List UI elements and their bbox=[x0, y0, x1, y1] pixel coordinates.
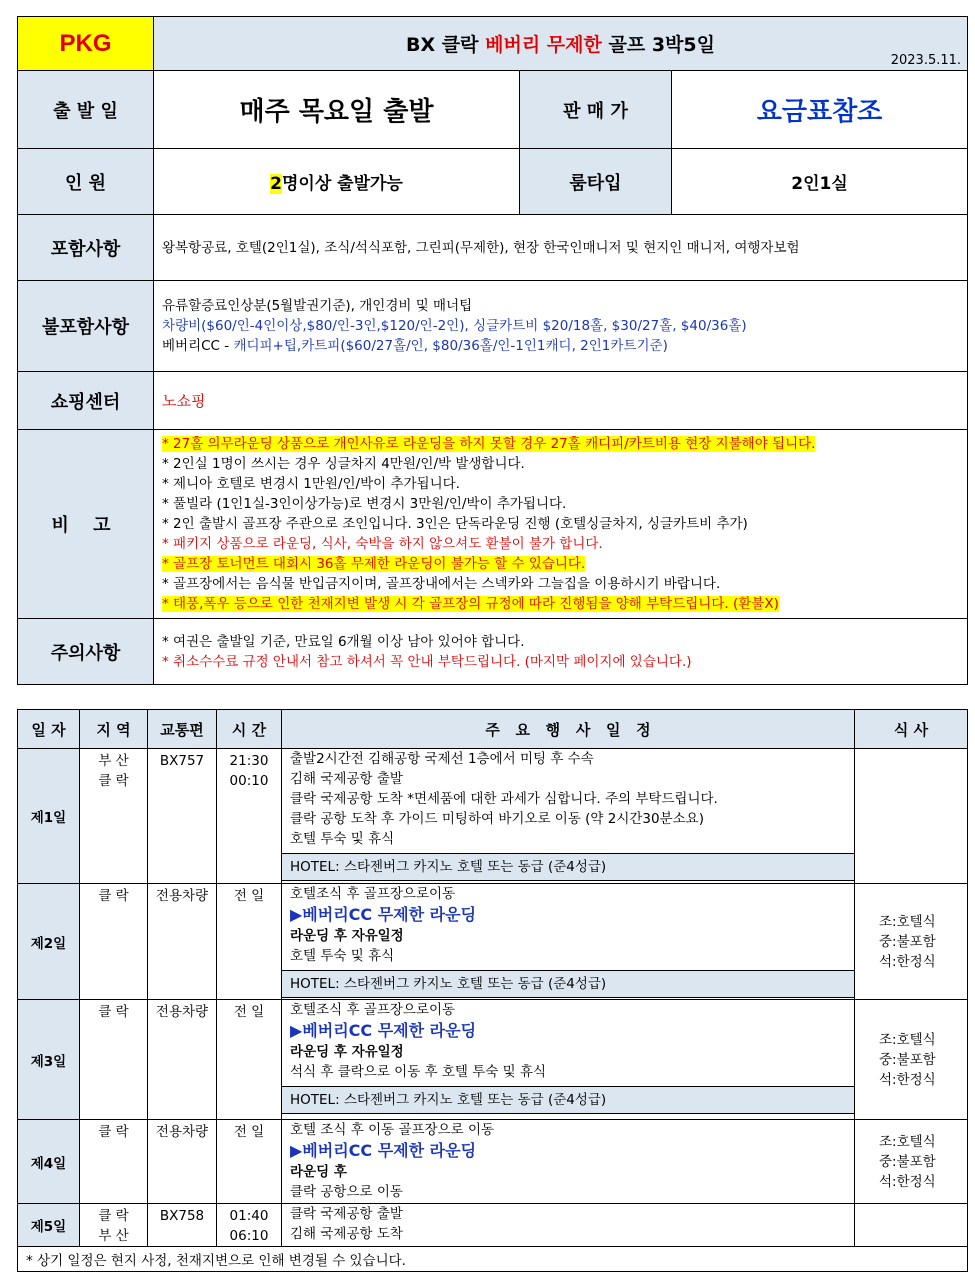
remark-item bbox=[162, 474, 959, 494]
remark-text: * 태풍,폭우 등으로 인한 천재지변 발생 시 각 골프장의 규정에 따라 진행됨을 양해 부탁드립니다. (환불X) bbox=[162, 596, 779, 612]
remark-text: * 골프장 토너먼트 대회시 36홀 무제한 라운딩이 불가능 할 수 있습니다. bbox=[162, 556, 586, 572]
remark-item bbox=[162, 574, 959, 594]
meal-line: 조:호텔식 bbox=[879, 1133, 936, 1150]
shop-label: 쇼핑센터 bbox=[18, 372, 154, 430]
schedule-line: 클락 국제공항 출발 bbox=[290, 1206, 403, 1222]
region-cell-line: 클 락 bbox=[98, 1208, 129, 1224]
exclude-value bbox=[154, 281, 968, 372]
remark-text: * 풀빌라 (1인1실-3인이상가능)로 변경시 3만원/인/박이 추가됩니다. bbox=[162, 496, 567, 512]
time-cell-line: 06:10 bbox=[229, 1228, 269, 1244]
meal-cell bbox=[855, 884, 968, 1000]
schedule-line: 호텔조식 후 골프장으로이동 bbox=[290, 886, 456, 902]
remarks-label: 비 고 bbox=[18, 430, 154, 619]
day-col-header: 일 자 bbox=[18, 710, 80, 749]
meal-line: 중:불포함 bbox=[879, 1051, 936, 1068]
schedule-line: 라운딩 후 자유일정 bbox=[290, 928, 404, 944]
title-highlight: 베버리 무제한 bbox=[485, 34, 602, 56]
time-cell bbox=[217, 1204, 282, 1247]
caution-line-2: * 취소수수료 규정 안내서 참고 하셔서 꼭 안내 부탁드립니다. (마지막 페이지에 있습니다.) bbox=[162, 653, 692, 670]
time-cell-line: 전 일 bbox=[233, 1004, 265, 1020]
page-title bbox=[154, 17, 968, 71]
remark-item bbox=[162, 494, 959, 514]
transport-cell bbox=[148, 749, 217, 884]
meal-line: 중:불포함 bbox=[879, 1153, 936, 1170]
day-label: 제5일 bbox=[18, 1204, 80, 1247]
meal-cell bbox=[855, 1000, 968, 1120]
price-label: 판 매 가 bbox=[520, 71, 672, 149]
schedule-cell bbox=[282, 1000, 855, 1120]
transport-cell-line: 전용차량 bbox=[155, 1004, 209, 1020]
meal-cell bbox=[855, 749, 968, 884]
people-number: 2 bbox=[270, 174, 282, 194]
schedule-line: 라운딩 후 자유일정 bbox=[290, 1044, 404, 1060]
schedule-line: 호텔조식 후 골프장으로이동 bbox=[290, 1002, 456, 1018]
region-cell-line: 클 락 bbox=[98, 888, 129, 904]
remarks-list bbox=[154, 430, 968, 619]
region-cell-line: 클 락 bbox=[98, 1124, 129, 1140]
title-prefix: BX 클락 bbox=[406, 34, 486, 56]
exclude-line-3-prefix: 베버리CC - bbox=[162, 338, 234, 354]
itinerary-header-row bbox=[18, 710, 968, 749]
meal-line: 중:불포함 bbox=[879, 933, 936, 950]
schedule-line: ▶베버리CC 무제한 라운딩 bbox=[290, 1141, 477, 1160]
people-value bbox=[154, 149, 520, 215]
people-text: 명이상 출발가능 bbox=[281, 174, 403, 194]
schedule-line: ▶베버리CC 무제한 라운딩 bbox=[290, 905, 477, 924]
region-col-header: 지 역 bbox=[80, 710, 148, 749]
time-col-header: 시 간 bbox=[217, 710, 282, 749]
time-cell-line: 21:30 bbox=[229, 753, 269, 769]
meal-col-header: 식 사 bbox=[855, 710, 968, 749]
region-cell bbox=[80, 749, 148, 884]
schedule-line: 라운딩 후 bbox=[290, 1164, 347, 1180]
transport-cell-line: BX758 bbox=[159, 1208, 205, 1224]
hotel-info: HOTEL: 스타젠버그 카지노 호텔 또는 동급 (준4성급) bbox=[282, 1086, 854, 1114]
region-cell bbox=[80, 1000, 148, 1120]
document-date: 2023.5.11. bbox=[890, 53, 962, 68]
day-label: 제4일 bbox=[18, 1120, 80, 1204]
shop-value: 노쇼핑 bbox=[154, 372, 968, 430]
exclude-label: 불포함사항 bbox=[18, 281, 154, 372]
remark-text: * 27홀 의무라운딩 상품으로 개인사유로 라운딩을 하지 못할 경우 27홀 캐디피/카트비용 현장 지불해야 됩니다. bbox=[162, 436, 816, 452]
remark-item bbox=[162, 534, 959, 554]
remark-item bbox=[162, 434, 959, 454]
transport-cell-line: 전용차량 bbox=[155, 1124, 209, 1140]
remark-item bbox=[162, 454, 959, 474]
meal-line: 석:한정식 bbox=[879, 1071, 936, 1088]
caution-value bbox=[154, 619, 968, 685]
time-cell bbox=[217, 1120, 282, 1204]
remark-text: * 2인실 1명이 쓰시는 경우 싱글차지 4만원/인/박 발생합니다. bbox=[162, 456, 525, 472]
room-value: 2인1실 bbox=[672, 149, 968, 215]
schedule-line: 김해 국제공항 도착 bbox=[290, 1226, 403, 1242]
remark-text: * 2인 출발시 골프장 주관으로 조인입니다. 3인은 단독라운딩 진행 (호텔싱글차지, 싱글카트비 추가) bbox=[162, 516, 748, 532]
transport-col-header: 교통편 bbox=[148, 710, 217, 749]
schedule-line: 김해 국제공항 출발 bbox=[290, 771, 403, 787]
meal-line: 조:호텔식 bbox=[879, 913, 936, 930]
remark-item bbox=[162, 554, 959, 574]
itinerary-day-row bbox=[18, 1204, 968, 1247]
meal-line: 조:호텔식 bbox=[879, 1031, 936, 1048]
include-value: 왕복항공료, 호텔(2인1실), 조식/석식포함, 그린피(무제한), 현장 한국인매니저 및 현지인 매니저, 여행자보험 bbox=[154, 215, 968, 281]
region-cell bbox=[80, 1204, 148, 1247]
time-cell-line: 전 일 bbox=[233, 888, 265, 904]
depart-label: 출 발 일 bbox=[18, 71, 154, 149]
schedule-cell bbox=[282, 1204, 855, 1247]
exclude-line-1: 유류할증료인상분(5월발권기준), 개인경비 및 매너팁 bbox=[162, 298, 473, 314]
remark-text: * 제니아 호텔로 변경시 1만원/인/박이 추가됩니다. bbox=[162, 476, 460, 492]
meal-line: 석:한정식 bbox=[879, 953, 936, 970]
itinerary-table bbox=[17, 709, 968, 1272]
schedule-line: 출발2시간전 김해공항 국제선 1층에서 미팅 후 수속 bbox=[290, 751, 594, 767]
transport-cell bbox=[148, 1204, 217, 1247]
itinerary-day-row bbox=[18, 1120, 968, 1204]
schedule-line: 석식 후 클락으로 이동 후 호텔 투숙 및 휴식 bbox=[290, 1064, 547, 1080]
caution-line-1: * 여권은 출발일 기준, 만료일 6개월 이상 남아 있어야 합니다. bbox=[162, 633, 525, 650]
itinerary-footnote: * 상기 일정은 현지 사정, 천재지변으로 인해 변경될 수 있습니다. bbox=[18, 1247, 968, 1272]
package-info-table bbox=[17, 16, 968, 685]
exclude-line-3-detail: 캐디피+팁,카트피($60/27홀/인, $80/36홀/인-1인1캐디, 2인1카트기준) bbox=[233, 338, 668, 354]
remark-text: * 패키지 상품으로 라운딩, 식사, 숙박을 하지 않으셔도 환불이 불가 합니다. bbox=[162, 536, 603, 552]
meal-cell bbox=[855, 1120, 968, 1204]
exclude-line-2: 차량비($60/인-4인이상,$80/인-3인,$120/인-2인), 싱글카트비 $20/18홀, $30/27홀, $40/36홀) bbox=[162, 318, 747, 334]
schedule-cell bbox=[282, 884, 855, 1000]
pkg-badge: PKG bbox=[18, 17, 154, 71]
time-cell-line: 전 일 bbox=[233, 1124, 265, 1140]
time-cell bbox=[217, 884, 282, 1000]
exclude-line-3 bbox=[162, 336, 959, 356]
transport-cell-line: 전용차량 bbox=[155, 888, 209, 904]
day-label: 제1일 bbox=[18, 749, 80, 884]
region-cell-line: 클 락 bbox=[98, 773, 129, 789]
region-cell-line: 클 락 bbox=[98, 1004, 129, 1020]
people-label: 인 원 bbox=[18, 149, 154, 215]
hotel-info: HOTEL: 스타젠버그 카지노 호텔 또는 동급 (준4성급) bbox=[282, 853, 854, 881]
footnote-row bbox=[18, 1247, 968, 1272]
schedule-line: 클락 공항으로 이동 bbox=[290, 1184, 403, 1200]
day-label: 제2일 bbox=[18, 884, 80, 1000]
itinerary-day-row bbox=[18, 749, 968, 884]
schedule-cell bbox=[282, 749, 855, 884]
schedule-line: 호텔 조식 후 이동 골프장으로 이동 bbox=[290, 1122, 495, 1138]
region-cell-line: 부 산 bbox=[98, 1228, 129, 1244]
region-cell-line: 부 산 bbox=[98, 753, 129, 769]
remark-text: * 골프장에서는 음식물 반입금지이며, 골프장내에서는 스넥카와 그늘집을 이용하시기 바랍니다. bbox=[162, 576, 721, 592]
day-label: 제3일 bbox=[18, 1000, 80, 1120]
schedule-line: 호텔 투숙 및 휴식 bbox=[290, 948, 395, 964]
region-cell bbox=[80, 884, 148, 1000]
time-cell bbox=[217, 749, 282, 884]
include-label: 포함사항 bbox=[18, 215, 154, 281]
schedule-line: 클락 공항 도착 후 가이드 미팅하여 바기오로 이동 (약 2시간30분소요) bbox=[290, 811, 704, 827]
transport-cell bbox=[148, 884, 217, 1000]
meal-cell bbox=[855, 1204, 968, 1247]
price-value: 요금표참조 bbox=[672, 71, 968, 149]
schedule-col-header: 주 요 행 사 일 정 bbox=[282, 710, 855, 749]
schedule-cell bbox=[282, 1120, 855, 1204]
region-cell bbox=[80, 1120, 148, 1204]
time-cell-line: 01:40 bbox=[229, 1208, 269, 1224]
itinerary-day-row bbox=[18, 884, 968, 1000]
depart-value: 매주 목요일 출발 bbox=[154, 71, 520, 149]
time-cell-line: 00:10 bbox=[229, 773, 269, 789]
meal-line: 석:한정식 bbox=[879, 1173, 936, 1190]
transport-cell bbox=[148, 1000, 217, 1120]
hotel-info: HOTEL: 스타젠버그 카지노 호텔 또는 동급 (준4성급) bbox=[282, 970, 854, 998]
time-cell bbox=[217, 1000, 282, 1120]
schedule-line: ▶베버리CC 무제한 라운딩 bbox=[290, 1021, 477, 1040]
itinerary-body bbox=[18, 749, 968, 1272]
transport-cell bbox=[148, 1120, 217, 1204]
title-suffix: 골프 3박5일 bbox=[601, 34, 715, 56]
transport-cell-line: BX757 bbox=[159, 753, 205, 769]
schedule-line: 호텔 투숙 및 휴식 bbox=[290, 831, 395, 847]
room-label: 룸타입 bbox=[520, 149, 672, 215]
remark-item bbox=[162, 514, 959, 534]
schedule-line: 클락 국제공항 도착 *면세품에 대한 과세가 심합니다. 주의 부탁드립니다. bbox=[290, 791, 718, 807]
caution-label: 주의사항 bbox=[18, 619, 154, 685]
remark-item bbox=[162, 594, 959, 614]
itinerary-day-row bbox=[18, 1000, 968, 1120]
